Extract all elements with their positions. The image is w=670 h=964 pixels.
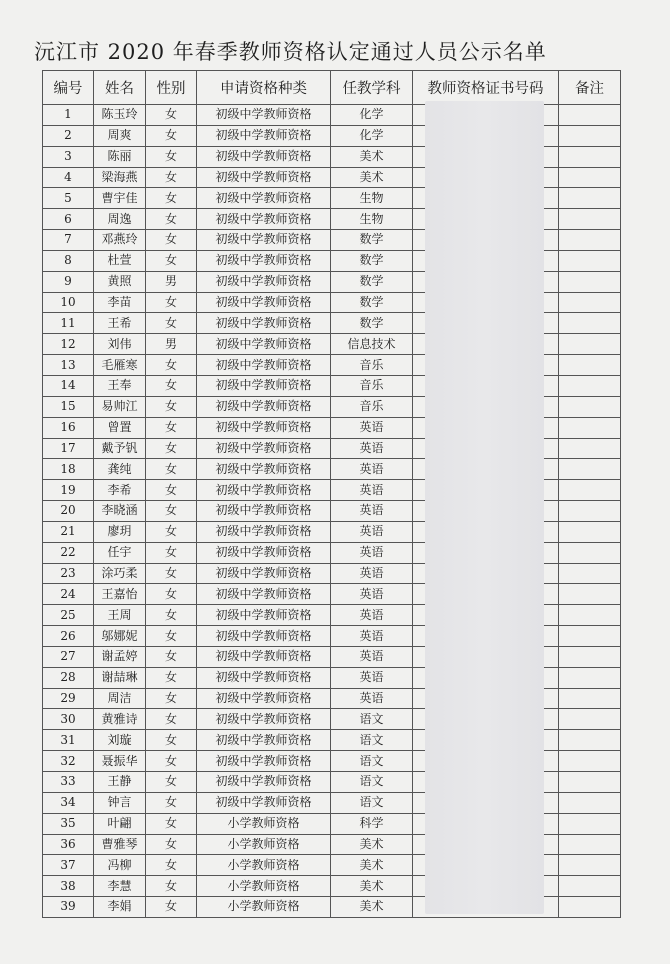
row-name: 叶翩: [94, 813, 146, 834]
row-qualification: 初级中学教师资格: [197, 355, 331, 376]
row-number: 38: [43, 876, 94, 897]
row-subject: 语文: [331, 730, 413, 751]
row-qualification: 初级中学教师资格: [197, 313, 331, 334]
row-remarks: [559, 209, 621, 230]
row-gender: 女: [146, 375, 197, 396]
row-number: 36: [43, 834, 94, 855]
row-gender: 女: [146, 501, 197, 522]
row-gender: 女: [146, 730, 197, 751]
row-number: 34: [43, 792, 94, 813]
row-number: 8: [43, 250, 94, 271]
row-subject: 英语: [331, 688, 413, 709]
row-qualification: 初级中学教师资格: [197, 605, 331, 626]
row-gender: 女: [146, 105, 197, 126]
row-remarks: [559, 813, 621, 834]
row-name: 戴予钒: [94, 438, 146, 459]
row-number: 37: [43, 855, 94, 876]
row-qualification: 初级中学教师资格: [197, 146, 331, 167]
row-name: 曾置: [94, 417, 146, 438]
row-number: 21: [43, 521, 94, 542]
row-number: 30: [43, 709, 94, 730]
row-subject: 数学: [331, 271, 413, 292]
row-number: 2: [43, 125, 94, 146]
table-header-row: [43, 71, 621, 105]
row-number: 11: [43, 313, 94, 334]
row-gender: 女: [146, 897, 197, 918]
row-remarks: [559, 772, 621, 793]
row-name: 王周: [94, 605, 146, 626]
header-remarks: 备注: [559, 71, 621, 105]
row-qualification: 初级中学教师资格: [197, 792, 331, 813]
row-remarks: [559, 563, 621, 584]
row-qualification: 初级中学教师资格: [197, 480, 331, 501]
row-name: 易帅江: [94, 396, 146, 417]
row-subject: 数学: [331, 230, 413, 251]
row-remarks: [559, 626, 621, 647]
row-subject: 英语: [331, 667, 413, 688]
row-subject: 美术: [331, 897, 413, 918]
row-name: 涂巧柔: [94, 563, 146, 584]
row-gender: 女: [146, 813, 197, 834]
row-remarks: [559, 417, 621, 438]
row-remarks: [559, 542, 621, 563]
row-qualification: 初级中学教师资格: [197, 105, 331, 126]
row-remarks: [559, 480, 621, 501]
row-qualification: 初级中学教师资格: [197, 230, 331, 251]
row-gender: 女: [146, 292, 197, 313]
row-gender: 女: [146, 230, 197, 251]
row-remarks: [559, 438, 621, 459]
row-gender: 女: [146, 188, 197, 209]
row-qualification: 初级中学教师资格: [197, 396, 331, 417]
row-remarks: [559, 313, 621, 334]
row-gender: 女: [146, 396, 197, 417]
row-remarks: [559, 688, 621, 709]
header-name: 姓名: [94, 71, 146, 105]
row-name: 梁海燕: [94, 167, 146, 188]
row-gender: 女: [146, 146, 197, 167]
row-remarks: [559, 751, 621, 772]
row-name: 邓燕玲: [94, 230, 146, 251]
row-remarks: [559, 584, 621, 605]
row-number: 33: [43, 772, 94, 793]
row-remarks: [559, 709, 621, 730]
row-remarks: [559, 355, 621, 376]
row-name: 谢孟婷: [94, 646, 146, 667]
row-remarks: [559, 834, 621, 855]
header-certificate-number: 教师资格证书号码: [413, 71, 559, 105]
row-name: 刘伟: [94, 334, 146, 355]
row-number: 20: [43, 501, 94, 522]
row-number: 17: [43, 438, 94, 459]
row-number: 18: [43, 459, 94, 480]
row-number: 16: [43, 417, 94, 438]
row-gender: 女: [146, 605, 197, 626]
row-subject: 化学: [331, 125, 413, 146]
row-name: 邬娜妮: [94, 626, 146, 647]
row-gender: 女: [146, 709, 197, 730]
row-name: 廖玥: [94, 521, 146, 542]
row-name: 冯柳: [94, 855, 146, 876]
row-gender: 女: [146, 876, 197, 897]
row-remarks: [559, 146, 621, 167]
row-subject: 英语: [331, 521, 413, 542]
row-number: 3: [43, 146, 94, 167]
row-remarks: [559, 605, 621, 626]
row-qualification: 小学教师资格: [197, 897, 331, 918]
row-number: 31: [43, 730, 94, 751]
row-name: 王希: [94, 313, 146, 334]
row-name: 龚纯: [94, 459, 146, 480]
row-gender: 女: [146, 250, 197, 271]
row-name: 聂振华: [94, 751, 146, 772]
row-gender: 女: [146, 542, 197, 563]
row-remarks: [559, 646, 621, 667]
row-name: 钟言: [94, 792, 146, 813]
row-subject: 数学: [331, 250, 413, 271]
row-subject: 美术: [331, 146, 413, 167]
row-remarks: [559, 125, 621, 146]
row-name: 周爽: [94, 125, 146, 146]
row-qualification: 初级中学教师资格: [197, 292, 331, 313]
row-subject: 数学: [331, 313, 413, 334]
row-number: 5: [43, 188, 94, 209]
row-gender: 女: [146, 355, 197, 376]
row-gender: 女: [146, 751, 197, 772]
row-number: 25: [43, 605, 94, 626]
row-gender: 女: [146, 626, 197, 647]
row-qualification: 初级中学教师资格: [197, 626, 331, 647]
row-subject: 语文: [331, 709, 413, 730]
row-subject: 音乐: [331, 396, 413, 417]
row-qualification: 小学教师资格: [197, 876, 331, 897]
row-gender: 女: [146, 313, 197, 334]
row-qualification: 初级中学教师资格: [197, 563, 331, 584]
row-qualification: 初级中学教师资格: [197, 646, 331, 667]
row-name: 李苗: [94, 292, 146, 313]
row-gender: 男: [146, 271, 197, 292]
row-name: 黄照: [94, 271, 146, 292]
row-number: 39: [43, 897, 94, 918]
row-gender: 女: [146, 209, 197, 230]
row-subject: 语文: [331, 792, 413, 813]
row-number: 7: [43, 230, 94, 251]
row-name: 王奉: [94, 375, 146, 396]
row-subject: 音乐: [331, 355, 413, 376]
row-name: 王静: [94, 772, 146, 793]
row-subject: 英语: [331, 417, 413, 438]
row-qualification: 初级中学教师资格: [197, 375, 331, 396]
row-number: 12: [43, 334, 94, 355]
row-number: 23: [43, 563, 94, 584]
redacted-certificate-numbers: [425, 101, 544, 914]
row-subject: 音乐: [331, 375, 413, 396]
row-name: 李晓涵: [94, 501, 146, 522]
row-subject: 信息技术: [331, 334, 413, 355]
row-remarks: [559, 375, 621, 396]
row-qualification: 初级中学教师资格: [197, 417, 331, 438]
header-number: 编号: [43, 71, 94, 105]
row-number: 15: [43, 396, 94, 417]
row-remarks: [559, 230, 621, 251]
row-qualification: 初级中学教师资格: [197, 125, 331, 146]
row-gender: 女: [146, 438, 197, 459]
row-gender: 女: [146, 563, 197, 584]
row-subject: 英语: [331, 584, 413, 605]
row-gender: 女: [146, 688, 197, 709]
row-subject: 美术: [331, 834, 413, 855]
row-name: 曹雅琴: [94, 834, 146, 855]
row-remarks: [559, 292, 621, 313]
row-number: 32: [43, 751, 94, 772]
row-gender: 女: [146, 667, 197, 688]
row-subject: 英语: [331, 626, 413, 647]
row-qualification: 初级中学教师资格: [197, 188, 331, 209]
row-remarks: [559, 897, 621, 918]
row-subject: 英语: [331, 646, 413, 667]
row-name: 刘璇: [94, 730, 146, 751]
document-title: 沅江市 2020 年春季教师资格认定通过人员公示名单: [34, 40, 547, 64]
row-number: 4: [43, 167, 94, 188]
row-remarks: [559, 667, 621, 688]
row-subject: 英语: [331, 438, 413, 459]
row-remarks: [559, 792, 621, 813]
row-qualification: 小学教师资格: [197, 855, 331, 876]
header-subject: 任教学科: [331, 71, 413, 105]
header-qualification-type: 申请资格种类: [197, 71, 331, 105]
row-number: 6: [43, 209, 94, 230]
row-subject: 美术: [331, 855, 413, 876]
row-qualification: 初级中学教师资格: [197, 271, 331, 292]
row-qualification: 初级中学教师资格: [197, 667, 331, 688]
row-gender: 女: [146, 792, 197, 813]
row-subject: 生物: [331, 209, 413, 230]
row-name: 王嘉怡: [94, 584, 146, 605]
row-subject: 语文: [331, 751, 413, 772]
row-subject: 化学: [331, 105, 413, 126]
row-qualification: 初级中学教师资格: [197, 542, 331, 563]
row-name: 杜萱: [94, 250, 146, 271]
row-remarks: [559, 167, 621, 188]
row-subject: 英语: [331, 501, 413, 522]
row-subject: 英语: [331, 563, 413, 584]
row-qualification: 小学教师资格: [197, 834, 331, 855]
row-gender: 女: [146, 167, 197, 188]
row-gender: 女: [146, 459, 197, 480]
row-name: 周逸: [94, 209, 146, 230]
row-remarks: [559, 521, 621, 542]
row-gender: 女: [146, 584, 197, 605]
row-subject: 美术: [331, 876, 413, 897]
header-gender: 性别: [146, 71, 197, 105]
row-qualification: 初级中学教师资格: [197, 772, 331, 793]
row-subject: 英语: [331, 459, 413, 480]
row-name: 李慧: [94, 876, 146, 897]
row-name: 李娟: [94, 897, 146, 918]
row-qualification: 初级中学教师资格: [197, 250, 331, 271]
row-qualification: 初级中学教师资格: [197, 584, 331, 605]
row-gender: 女: [146, 480, 197, 501]
row-number: 14: [43, 375, 94, 396]
row-subject: 英语: [331, 480, 413, 501]
row-number: 27: [43, 646, 94, 667]
row-remarks: [559, 188, 621, 209]
row-gender: 女: [146, 772, 197, 793]
row-number: 9: [43, 271, 94, 292]
row-qualification: 初级中学教师资格: [197, 459, 331, 480]
row-name: 任宇: [94, 542, 146, 563]
row-gender: 男: [146, 334, 197, 355]
row-remarks: [559, 876, 621, 897]
row-subject: 英语: [331, 542, 413, 563]
row-qualification: 初级中学教师资格: [197, 730, 331, 751]
row-number: 24: [43, 584, 94, 605]
row-subject: 科学: [331, 813, 413, 834]
row-remarks: [559, 855, 621, 876]
row-qualification: 初级中学教师资格: [197, 501, 331, 522]
row-name: 曹宇佳: [94, 188, 146, 209]
row-gender: 女: [146, 125, 197, 146]
row-remarks: [559, 730, 621, 751]
row-number: 1: [43, 105, 94, 126]
row-qualification: 初级中学教师资格: [197, 167, 331, 188]
row-qualification: 小学教师资格: [197, 813, 331, 834]
row-qualification: 初级中学教师资格: [197, 438, 331, 459]
row-qualification: 初级中学教师资格: [197, 709, 331, 730]
row-name: 陈丽: [94, 146, 146, 167]
row-number: 26: [43, 626, 94, 647]
row-number: 29: [43, 688, 94, 709]
row-qualification: 初级中学教师资格: [197, 334, 331, 355]
row-gender: 女: [146, 521, 197, 542]
row-number: 10: [43, 292, 94, 313]
row-remarks: [559, 396, 621, 417]
row-gender: 女: [146, 646, 197, 667]
row-name: 陈玉玲: [94, 105, 146, 126]
row-remarks: [559, 105, 621, 126]
row-name: 李希: [94, 480, 146, 501]
row-number: 35: [43, 813, 94, 834]
row-name: 黄雅诗: [94, 709, 146, 730]
row-qualification: 初级中学教师资格: [197, 688, 331, 709]
row-number: 28: [43, 667, 94, 688]
row-remarks: [559, 250, 621, 271]
row-number: 19: [43, 480, 94, 501]
row-subject: 英语: [331, 605, 413, 626]
row-number: 22: [43, 542, 94, 563]
row-subject: 数学: [331, 292, 413, 313]
row-gender: 女: [146, 855, 197, 876]
row-name: 毛雁寒: [94, 355, 146, 376]
row-remarks: [559, 271, 621, 292]
row-subject: 生物: [331, 188, 413, 209]
row-remarks: [559, 334, 621, 355]
row-qualification: 初级中学教师资格: [197, 751, 331, 772]
row-gender: 女: [146, 834, 197, 855]
row-name: 谢喆琳: [94, 667, 146, 688]
row-remarks: [559, 501, 621, 522]
row-qualification: 初级中学教师资格: [197, 521, 331, 542]
row-subject: 语文: [331, 772, 413, 793]
row-number: 13: [43, 355, 94, 376]
row-gender: 女: [146, 417, 197, 438]
row-name: 周洁: [94, 688, 146, 709]
row-remarks: [559, 459, 621, 480]
row-subject: 美术: [331, 167, 413, 188]
row-qualification: 初级中学教师资格: [197, 209, 331, 230]
